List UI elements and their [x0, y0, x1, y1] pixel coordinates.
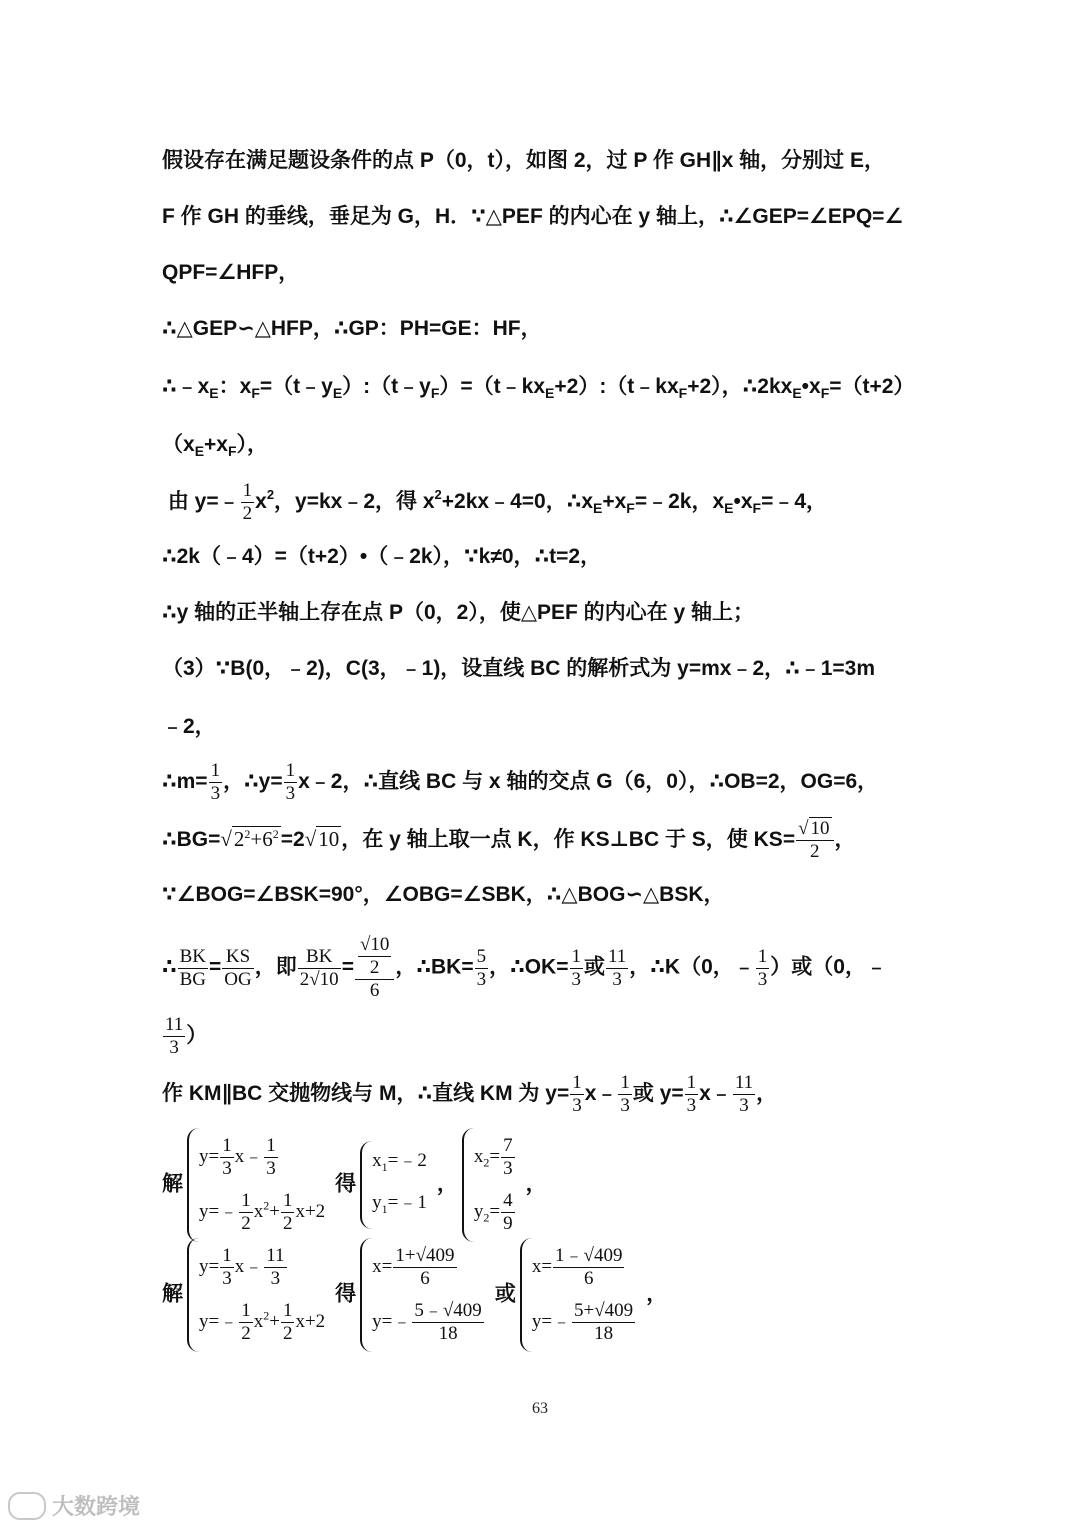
line-16: $\frac{11}{3}$ ）: [165, 1014, 208, 1058]
line-4: ∴△GEP∽△HFP，∴GP：PH=GE：HF，: [162, 317, 542, 340]
line-11: ﹣2，: [162, 715, 216, 738]
line-12: ∴m= $\frac{1}{3}$ ，∴y= $\frac{1}{3}$ x﹣2，∴直线 BC 与 x 轴的交点 G（6，0），∴OB=2，OG=6，: [162, 760, 879, 804]
line-18: 解 y= $\frac{1}{3}$ x﹣ $\frac{1}{3}$ y=﹣ $\frac{1}{2}$ $x^2+$ $\frac{1}{2}$ x+2 得 $x_1=﹣2$ $y_1=﹣1$ ， $x_2=$ $\frac{7}{3}$ $y_2=$ $\frac{4}{9}$ ，: [162, 1128, 547, 1242]
cloud-logo-icon: [8, 1492, 46, 1520]
page-number: 63: [532, 1400, 548, 1417]
line-15: ∴ $\frac{BK}{BG}$ = $\frac{KS}{OG}$ ，即 $\frac{BK}{2√10}$ = $\frac{\frac{√10}{2}}{6}$ ，∴BK= $\frac{5}{3}$ ，∴OK= $\frac{1}{3}$ 或 $\frac{11}{3}$ ，∴K（0，﹣ $\frac{1}{3}$ ）或（0，﹣: [162, 934, 887, 1001]
line-8: ∴2k（﹣4）=（t+2）•（﹣2k），∵k≠0，∴t=2，: [162, 545, 602, 568]
line-6: $(x_E+x_F)$，: [162, 433, 269, 459]
line-1: 假设存在满足题设条件的点 P（0，t），如图 2，过 P 作 GH∥x 轴，分别过 E，: [162, 149, 886, 172]
line-5: $\therefore﹣x_E$：$x_F=(t﹣y_E):(t﹣y_F)=(t﹣kx_E+2):(t﹣kx_F+2)$，$\therefore 2kx_E•x_F=(t+2)$: [162, 375, 915, 401]
line-10: （3）∵B(0，﹣2)，C(3，﹣1)，设直线 BC 的解析式为 y=mx﹣2，∴﹣1=3m: [162, 657, 876, 680]
line-9: ∴y 轴的正半轴上存在点 P（0，2），使△PEF 的内心在 y 轴上；: [162, 601, 754, 624]
watermark-text: 大数跨境: [52, 1495, 141, 1520]
line-14: ∵∠BOG=∠BSK=90°，∠OBG=∠SBK，∴△BOG∽△BSK，: [162, 883, 725, 906]
line-17: 作 KM∥BC 交抛物线与 M，∴直线 KM 为 y= $\frac{1}{3}$ x﹣ $\frac{1}{3}$ 或 y= $\frac{1}{3}$ x﹣ $\frac{11}{3}$ ，: [162, 1072, 778, 1116]
line-13: $\therefore BG=√2^2+6^2=2√10$，在 y 轴上取一点 K，作 KS⊥BC 于 S，使 KS= $\frac{√ 10}{2}$ ，: [162, 818, 856, 862]
line-19: 解 y= $\frac{1}{3}$ x﹣ $\frac{11}{3}$ y=﹣ $\frac{1}{2}$ $x^2+$ $\frac{1}{2}$ x+2 得 x= $\frac{1+√409}{6}$ y=﹣ $\frac{5﹣√409}{18}$ 或 x= $\frac{1﹣√409}{6}$ y=﹣ $\frac{5+√409}{18}$ ，: [162, 1238, 667, 1352]
line-2: F 作 GH 的垂线，垂足为 G，H．∵△PEF 的内心在 y 轴上，∴∠GEP=∠EPQ=∠: [162, 205, 904, 228]
line-7: 由 y=﹣ $\frac{1}{2}$ $x^2$，y=kx﹣2，得 $x^2+2kx﹣4=0$，$\therefore x_E+x_F=﹣2k$，$x_E•x_F=﹣4$，: [162, 480, 828, 524]
watermark: [8, 1490, 140, 1521]
line-3: QPF=∠HFP，: [162, 261, 300, 284]
